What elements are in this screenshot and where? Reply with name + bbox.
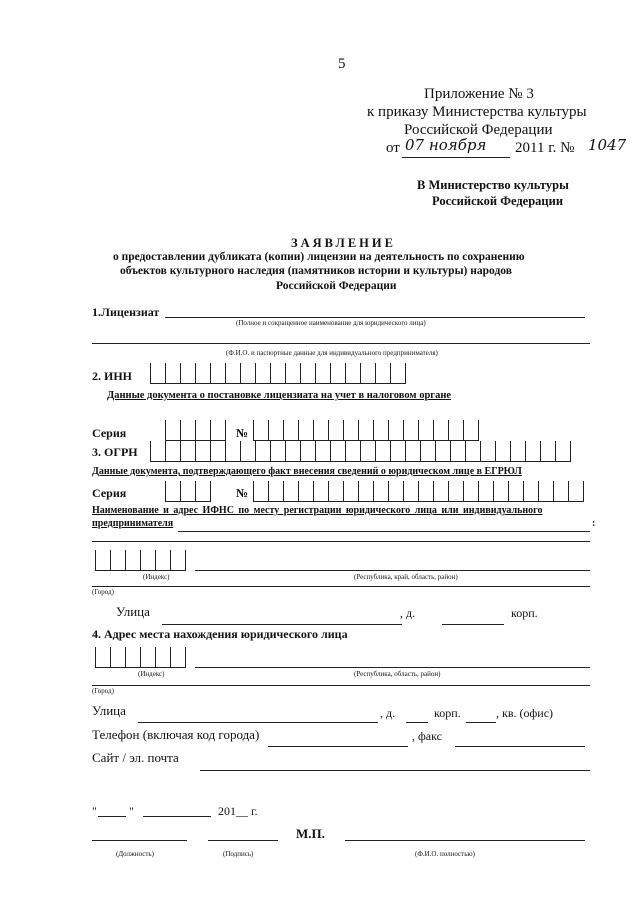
legal-region-caption: (Республика, область, район) <box>354 670 441 678</box>
ifns-house-field[interactable] <box>442 624 504 625</box>
ifns-house-label: , д. <box>400 606 416 620</box>
page-number: 5 <box>338 56 346 72</box>
day-field[interactable] <box>98 816 126 817</box>
licensee-label: 1.Лицензиат <box>92 305 160 319</box>
order-year: 2011 г. № <box>515 140 575 156</box>
series-label-2: Серия <box>92 486 127 500</box>
site-field[interactable] <box>200 770 590 771</box>
fio-caption: (Ф.И.О. полностью) <box>415 850 475 858</box>
document-subtitle-3: Российской Федерации <box>276 280 397 292</box>
document-subtitle-2: объектов культурного наследия (памятников истории и культуры) народов <box>120 265 512 277</box>
ifns-region-field[interactable] <box>195 570 590 571</box>
ifns-label-line-1: Наименование и адрес ИФНС по месту регистрации юридического лица или индивидуального <box>92 505 543 516</box>
inn-cells[interactable] <box>150 363 406 383</box>
legal-house-label: , д. <box>380 706 396 720</box>
handwritten-number: 1047 <box>588 136 627 154</box>
legal-region-field[interactable] <box>195 667 590 668</box>
ifns-field[interactable] <box>92 541 590 542</box>
ogrn-label: 3. ОГРН <box>92 445 138 459</box>
licensee-caption-1: (Полное и сокращенное наименование для юридического лица) <box>236 319 426 327</box>
number-cells-1[interactable] <box>253 420 479 440</box>
series-label-1: Серия <box>92 426 127 440</box>
inn-label: 2. ИНН <box>92 369 133 383</box>
series-cells-1[interactable] <box>165 420 226 440</box>
year-label: 201__ г. <box>218 804 258 818</box>
month-field[interactable] <box>143 816 211 817</box>
legal-street-field[interactable] <box>138 722 378 723</box>
mp-label: М.П. <box>296 826 325 841</box>
ogrn-cells[interactable] <box>150 441 571 461</box>
ifns-street-label: Улица <box>116 604 150 619</box>
phone-label: Телефон (включая код города) <box>92 727 260 742</box>
site-label: Сайт / эл. почта <box>92 750 179 765</box>
tax-document-label: Данные документа о постановке лицензиата на учет в налоговом органе <box>107 390 452 401</box>
legal-index-cells[interactable] <box>95 647 186 667</box>
legal-city-caption: (Город) <box>92 687 114 695</box>
ifns-city-caption: (Город) <box>92 588 114 596</box>
legal-office-label: , кв. (офис) <box>496 706 554 720</box>
number-cells-2[interactable] <box>253 481 584 501</box>
signature-field[interactable] <box>208 840 278 841</box>
handwritten-date: 07 ноября <box>405 136 487 154</box>
number-sign-1: № <box>236 426 249 440</box>
appendix-line-3: Российской Федерации <box>404 122 553 138</box>
fax-label: , факс <box>412 729 442 743</box>
position-field[interactable] <box>92 840 187 841</box>
ifns-street-field[interactable] <box>162 624 402 625</box>
addressee-line-2: Российской Федерации <box>432 194 564 208</box>
signature-caption: (Подпись) <box>223 850 254 858</box>
appendix-line-1: Приложение № 3 <box>424 86 534 102</box>
licensee-name-field[interactable] <box>165 317 585 318</box>
ifns-city-field[interactable] <box>92 586 590 587</box>
number-sign-2: № <box>236 486 249 500</box>
fio-field[interactable] <box>345 840 585 841</box>
document-subtitle-1: о предоставлении дубликата (копии) лицензии на деятельность по сохранению <box>113 251 525 263</box>
date-prefix: от <box>386 140 400 156</box>
egrul-document-label: Данные документа, подтверждающего факт внесения сведений о юридическом лице в ЕГРЮЛ <box>92 466 522 477</box>
appendix-line-2: к приказу Министерства культуры <box>367 104 587 120</box>
series-cells-2[interactable] <box>165 481 211 501</box>
quote-open: " <box>92 804 97 818</box>
ifns-index-caption: (Индекс) <box>143 573 170 581</box>
legal-korp-label: корп. <box>434 706 461 720</box>
legal-city-field[interactable] <box>92 685 590 686</box>
legal-address-label: 4. Адрес места нахождения юридического лица <box>92 627 348 641</box>
ifns-index-cells[interactable] <box>95 550 186 570</box>
legal-korp-field[interactable] <box>466 722 496 723</box>
ifns-colon: : <box>592 518 596 529</box>
ifns-label-line-2: предпринимателя <box>92 518 174 529</box>
legal-index-caption: (Индекс) <box>138 670 165 678</box>
legal-street-label: Улица <box>92 703 126 718</box>
addressee-line-1: В Министерство культуры <box>417 178 569 192</box>
document-title: ЗАЯВЛЕНИЕ <box>291 236 396 250</box>
phone-field[interactable] <box>268 746 408 747</box>
position-caption: (Должность) <box>116 850 154 858</box>
fax-field[interactable] <box>455 746 585 747</box>
legal-house-field[interactable] <box>406 722 428 723</box>
ifns-region-caption: (Республика, край, область, район) <box>354 573 458 581</box>
quote-close: " <box>129 804 134 818</box>
licensee-fio-field[interactable] <box>92 343 590 344</box>
ifns-korp-label: корп. <box>511 606 538 620</box>
licensee-caption-2: (Ф.И.О. и паспортные данные для индивидуального предпринимателя) <box>226 349 438 357</box>
